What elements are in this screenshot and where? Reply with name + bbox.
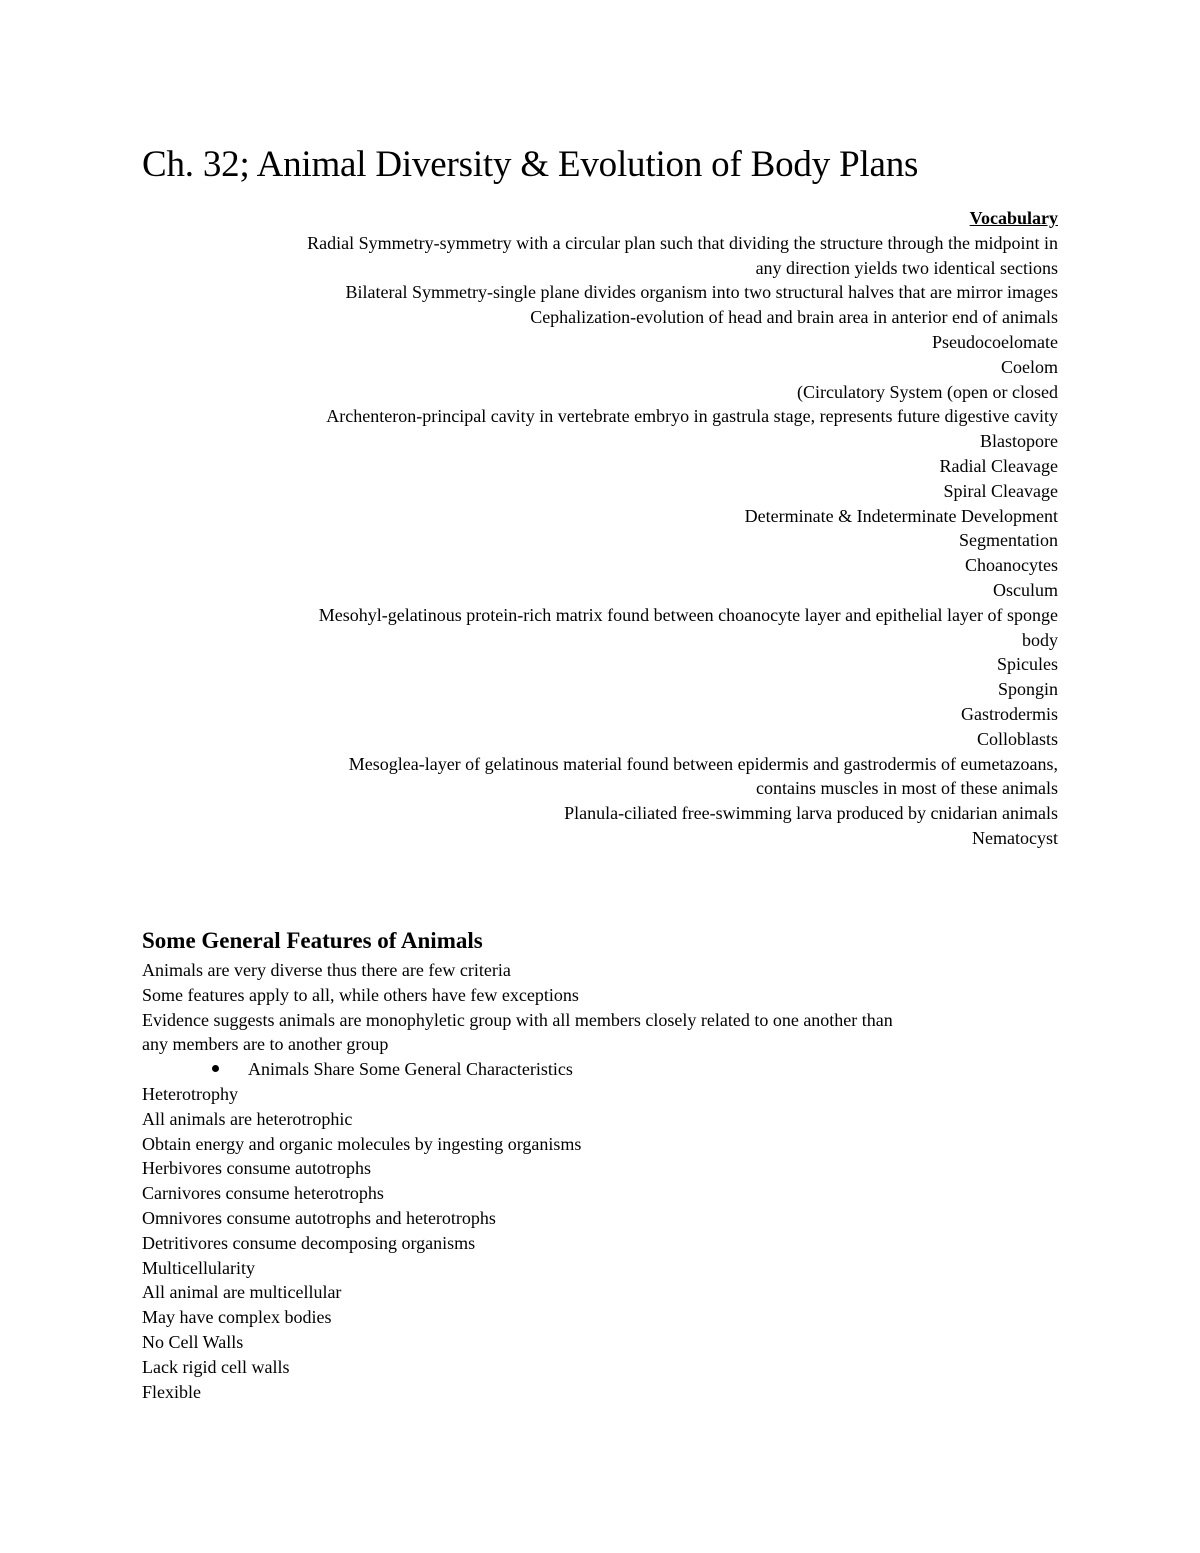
vocabulary-line: body bbox=[1022, 629, 1058, 650]
vocabulary-line: Colloblasts bbox=[976, 728, 1058, 749]
vocabulary-line: Archenteron-principal cavity in vertebrate embryo in gastrula stage, represents future digestive cavity bbox=[326, 406, 1058, 427]
vocabulary-line: Blastopore bbox=[980, 431, 1058, 452]
vocabulary-line: (Circulatory System (open or closed bbox=[797, 381, 1058, 402]
vocabulary-line: any direction yields two identical sections bbox=[755, 257, 1058, 278]
text-line: Heterotrophy bbox=[142, 1083, 238, 1104]
vocabulary-line: Radial Cleavage bbox=[939, 455, 1058, 476]
general-features-section bbox=[142, 926, 1058, 1404]
vocabulary-line: Radial Symmetry-symmetry with a circular plan such that dividing the structure through the midpoint in bbox=[307, 232, 1058, 253]
vocabulary-line: Mesoglea-layer of gelatinous material found between epidermis and gastrodermis of eumetazoans, bbox=[348, 753, 1058, 774]
vocabulary-line: Spicules bbox=[997, 654, 1058, 675]
text-line: Multicellularity bbox=[142, 1257, 255, 1278]
intro-lines bbox=[142, 958, 1058, 1057]
detail-lines bbox=[142, 1082, 1058, 1404]
vocabulary-line: Nematocyst bbox=[972, 827, 1058, 848]
text-line: Evidence suggests animals are monophyletic group with all members closely related to one another than bbox=[142, 1009, 893, 1030]
text-line: Lack rigid cell walls bbox=[142, 1356, 290, 1377]
vocabulary-list bbox=[142, 231, 1058, 851]
vocabulary-line: Determinate & Indeterminate Development bbox=[744, 505, 1058, 526]
vocabulary-line: Spongin bbox=[997, 679, 1058, 700]
vocabulary-heading: Vocabulary bbox=[969, 208, 1058, 228]
text-line: Animals are very diverse thus there are few criteria bbox=[142, 960, 511, 980]
vocabulary-line: Osculum bbox=[993, 579, 1058, 600]
text-line: Carnivores consume heterotrophs bbox=[142, 1183, 384, 1204]
text-line: Omnivores consume autotrophs and heterotrophs bbox=[142, 1207, 496, 1228]
bullet-item bbox=[142, 1057, 1058, 1082]
document-title: Ch. 32; Animal Diversity & Evolution of Body Plans bbox=[142, 144, 919, 185]
text-line: All animal are multicellular bbox=[142, 1282, 342, 1303]
text-line: Some features apply to all, while others have few exceptions bbox=[142, 984, 579, 1005]
bullet-text: Animals Share Some General Characteristics bbox=[248, 1059, 573, 1080]
text-line: any members are to another group bbox=[142, 1034, 389, 1055]
vocabulary-line: Pseudocoelomate bbox=[932, 331, 1058, 352]
vocabulary-line: Bilateral Symmetry-single plane divides organism into two structural halves that are mirror images bbox=[345, 282, 1058, 303]
vocabulary-line: Mesohyl-gelatinous protein-rich matrix found between choanocyte layer and epithelial layer of sponge bbox=[318, 604, 1058, 625]
vocabulary-line: Gastrodermis bbox=[961, 703, 1058, 724]
text-line: No Cell Walls bbox=[142, 1331, 244, 1352]
text-line: May have complex bodies bbox=[142, 1307, 332, 1328]
text-line: Flexible bbox=[142, 1381, 201, 1402]
text-line: Detritivores consume decomposing organisms bbox=[142, 1232, 476, 1253]
text-line: All animals are heterotrophic bbox=[142, 1108, 353, 1129]
vocabulary-line: Coelom bbox=[1001, 356, 1058, 377]
vocabulary-line: Choanocytes bbox=[965, 555, 1058, 576]
vocabulary-line: contains muscles in most of these animals bbox=[756, 778, 1058, 799]
vocabulary-line: Cephalization-evolution of head and brain area in anterior end of animals bbox=[530, 307, 1058, 328]
section-heading: Some General Features of Animals bbox=[142, 928, 483, 953]
vocabulary-line: Spiral Cleavage bbox=[943, 480, 1058, 501]
vocabulary-line: Planula-ciliated free-swimming larva produced by cnidarian animals bbox=[564, 803, 1058, 824]
vocabulary-section bbox=[142, 206, 1058, 851]
vocabulary-line: Segmentation bbox=[959, 530, 1058, 551]
text-line: Herbivores consume autotrophs bbox=[142, 1158, 371, 1179]
text-line: Obtain energy and organic molecules by ingesting organisms bbox=[142, 1133, 582, 1154]
